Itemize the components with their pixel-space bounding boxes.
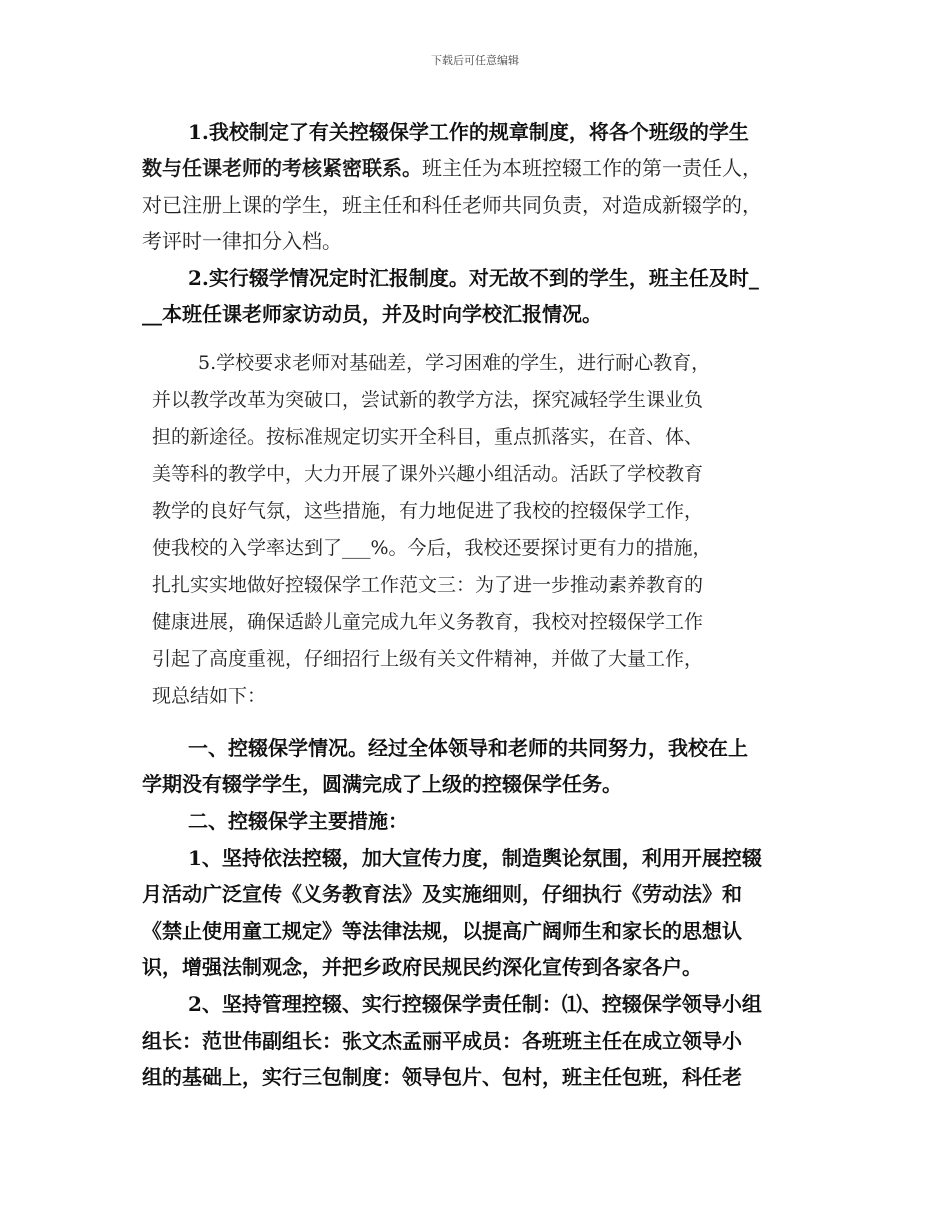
- paragraph-3-line-10: 现总结如下：: [152, 685, 267, 707]
- paragraph-2-line-2: __本班任课老师家访动员，并及时向学校汇报情况。: [142, 302, 602, 326]
- paragraph-5-line-2: 月活动广泛宣传《义务教育法》及实施细则，仔细执行《劳动法》和: [142, 882, 742, 906]
- paragraph-3-line-1: 5.学校要求老师对基础差，学习困难的学生，进行耐心教育，: [198, 352, 711, 374]
- paragraph-2-line-1: 2.实行辍学情况定时汇报制度。对无故不到的学生，班主任及时_: [188, 266, 759, 290]
- page-header: 下载后可任意编辑: [431, 54, 519, 67]
- paragraph-1-line-2-regular: 班主任为本班控辍工作的第一责任人，: [422, 156, 762, 180]
- paragraph-1-line-2-bold: 数与任课老师的考核紧密联系。: [142, 156, 422, 180]
- paragraph-6-line-2: 组长：范世伟副组长：张文杰孟丽平成员：各班班主任在成立领导小: [142, 1029, 742, 1053]
- paragraph-5-line-4: 识，增强法制观念，并把乡政府民规民约深化宣传到各家各户。: [142, 955, 702, 979]
- paragraph-6-line-3: 组的基础上，实行三包制度：领导包片、包村，班主任包班，科任老: [142, 1065, 742, 1089]
- paragraph-6-line-1: 2、坚持管理控辍、实行控辍保学责任制：⑴、控辍保学领导小组: [188, 992, 762, 1016]
- paragraph-1-line-4: 考评时一律扣分入档。: [142, 229, 342, 253]
- paragraph-3-line-8: 健康进展，确保适龄儿童完成九年义务教育，我校对控辍保学工作: [152, 611, 704, 633]
- paragraph-4-line-1: 一、控辍保学情况。经过全体领导和老师的共同努力，我校在上: [188, 736, 748, 760]
- paragraph-3-line-3: 担的新途径。按标准规定切实开全科目，重点抓落实，在音、体、: [152, 426, 704, 448]
- paragraph-3-line-4: 美等科的教学中，大力开展了课外兴趣小组活动。活跃了学校教育: [152, 463, 704, 485]
- paragraph-3-line-6: 使我校的入学率达到了___%。今后，我校还要探讨更有力的措施，: [152, 537, 712, 559]
- paragraph-5-line-1: 1、坚持依法控辍，加大宣传力度，制造舆论氛围，利用开展控辍: [188, 846, 762, 870]
- section-heading-measures: 二、控辍保学主要措施：: [188, 809, 408, 833]
- paragraph-1-line-1: 1.我校制定了有关控辍保学工作的规章制度，将各个班级的学生: [188, 120, 749, 144]
- paragraph-3-line-9: 引起了高度重视，仔细招行上级有关文件精神，并做了大量工作，: [152, 648, 704, 670]
- paragraph-1-line-2: [142, 152, 762, 181]
- paragraph-1-line-3: 对已注册上课的学生，班主任和科任老师共同负责，对造成新辍学的，: [142, 193, 762, 217]
- paragraph-3-line-5: 教学的良好气氛，这些措施，有力地促进了我校的控辍保学工作，: [152, 500, 704, 522]
- paragraph-3-line-7: 扎扎实实地做好控辍保学工作范文三：为了进一步推动素养教育的: [152, 574, 704, 596]
- paragraph-3-line-2: 并以教学改革为突破口，尝试新的教学方法，探究减轻学生课业负: [152, 389, 704, 411]
- paragraph-4-line-2: 学期没有辍学学生，圆满完成了上级的控辍保学任务。: [142, 772, 622, 796]
- paragraph-5-line-3: 《禁止使用童工规定》等法律法规，以提高广阔师生和家长的思想认: [142, 919, 742, 943]
